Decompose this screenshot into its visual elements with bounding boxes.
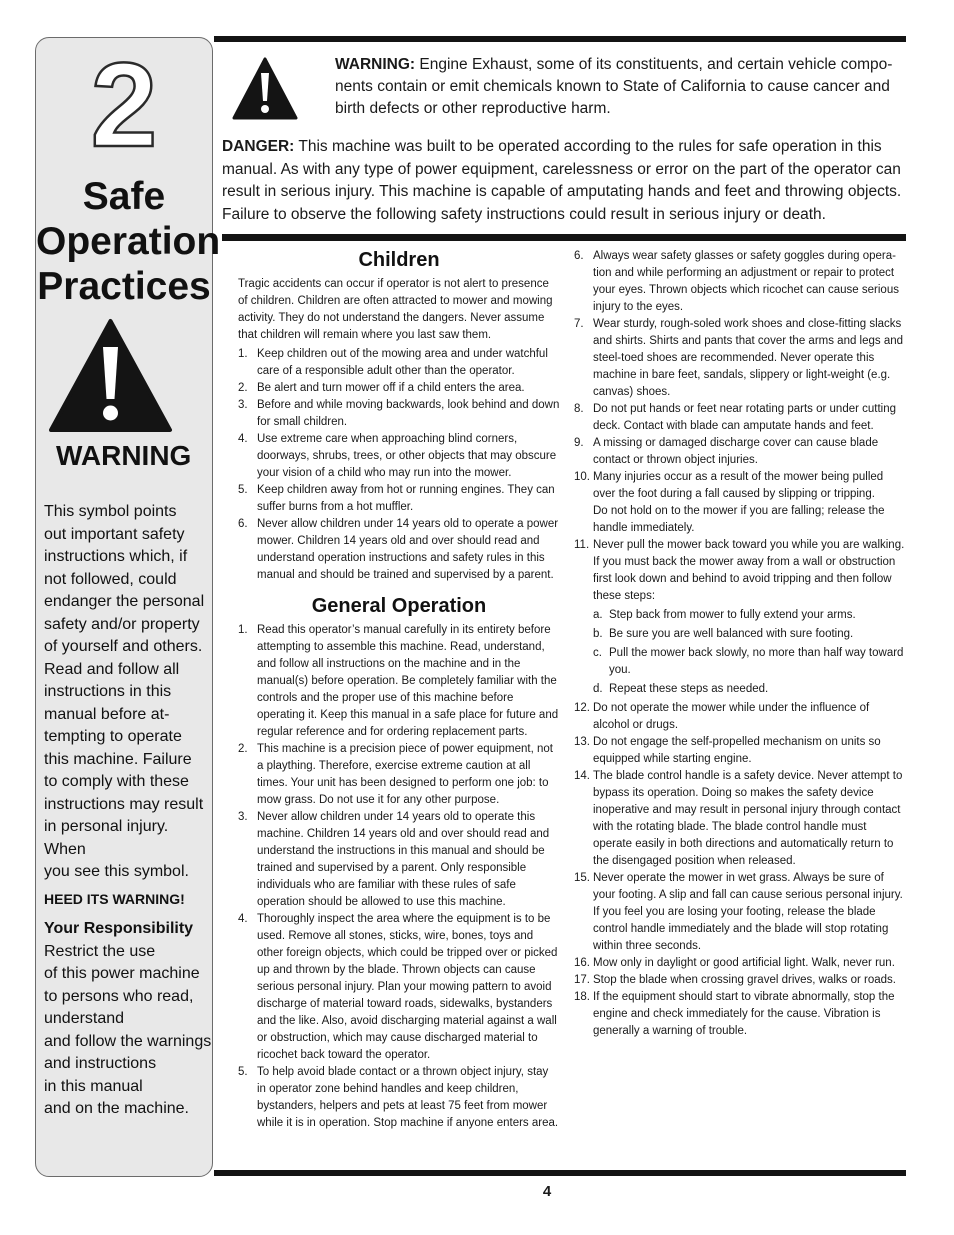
list-item: 9. A missing or damaged discharge cover can cause blade contact or thrown object injuries.	[574, 437, 879, 466]
danger-label: DANGER:	[222, 138, 295, 155]
list-item: 16. Mow only in daylight or good artificial light. Walk, never run.	[574, 957, 895, 969]
responsibility-title: Your Responsibility	[44, 920, 194, 937]
title-line: Practices	[37, 265, 211, 308]
danger-text: This machine was built to be operated according to the rules for safe operation in this manual. As with any type of power equipment, carelessness or error on the part of the operator can result in serious injury. This machine is capable of amputating hands and feet and throwing objects. Failure to observe the following safety instructions could result in serious injury or death.	[222, 138, 902, 223]
children-heading: Children	[358, 249, 440, 271]
list-item: 1. Read this operator’s manual carefully in its entirety before attempting to assemble this machine. Read, understand, and follow all instructions on the machine and in the manual(s) before operation. Be completely familiar with the controls and the proper use of this machine before operating it. Keep this manual in a safe place for future and regular reference and for ordering replacement parts.	[238, 624, 559, 738]
sidebar-panel	[35, 37, 221, 1177]
bottom-rule	[214, 1170, 906, 1176]
list-item: 3. Before and while moving backwards, look behind and down for small children.	[238, 399, 560, 428]
chapter-number: 2	[90, 38, 158, 172]
warning-triangle-icon	[48, 317, 173, 434]
list-item: 11. Never pull the mower back toward you while you are walking. If you must back the mower away from a wall or obstruction first look down and behind to avoid tripping and then follow these steps: a. Step back from mower to fully extend your arms. b. Be sure you are well balanced with sure footing. c. Pull the mower back slowly, no more than half way toward you. d. Repeat these steps as needed.	[574, 537, 906, 698]
sub-list-item: c. Pull the mower back slowly, no more than half way toward you.	[593, 647, 904, 676]
list-item: 10. Many injuries occur as a result of the mower being pulled over the foot during a fall caused by slipping or tripping. Do not hold on to the mower if you are falling; release the handle immediately.	[574, 469, 906, 537]
list-item: 2. This machine is a precision piece of power equipment, not a plaything. Therefore, exercise extreme caution at all times. Your unit has been designed to perform one job: to mow grass. Do not use it for any other purpose.	[238, 743, 553, 806]
danger-notice	[222, 136, 904, 226]
heed-warning: HEED ITS WARNING!	[44, 890, 185, 907]
list-item: 17. Stop the blade when crossing gravel drives, walks or roads.	[574, 974, 896, 986]
list-item: 15. Never operate the mower in wet grass. Always be sure of your footing. A slip and fall can cause serious personal injury. If you feel you are losing your footing, release the blade control handle immediately and the blade will stop rotating within three seconds.	[574, 872, 903, 952]
responsibility-text: Restrict the use of this power machine to persons who read, understand and follow the warnings and instructions in this manual and on the machine.	[44, 942, 212, 1117]
warning-label: WARNING	[56, 440, 192, 471]
list-item: 6. Always wear safety glasses or safety goggles during opera-tion and while performing an adjustment or repair to protect your eyes. Thrown objects which ricochet can cause serious injury to the eyes.	[574, 250, 899, 313]
sub-list-item: b. Be sure you are well balanced with sure footing.	[593, 628, 854, 640]
list-item-continuation: Do not hold on to the mower if you are falling; release the handle immediately.	[593, 505, 885, 534]
list-item: 13. Do not engage the self-propelled mechanism on units so equipped while starting engine.	[574, 736, 881, 765]
list-item: 4. Thoroughly inspect the area where the equipment is to be used. Remove all stones, sticks, wire, bones, toys and other foreign objects, which could be tripped over or picked up and thrown by the blade. Thrown objects can cause serious personal injury. Plan your mowing pattern to avoid discharge of material toward roads, sidewalks, bystanders and the like. Also, avoid discharging material against a wall or obstruction, which may cause discharged material to ricochet back toward the operator.	[238, 913, 558, 1061]
general-operation-heading: General Operation	[311, 595, 487, 617]
list-item: 3. Never allow children under 14 years old to operate this machine. Children 14 years old and over should read and understand the instructions in this manual and should be trained and supervised by a parent. Only responsible individuals who are familiar with these rules of safe operation should be allowed to use this machine.	[238, 811, 550, 908]
symbol-explanation	[44, 501, 212, 1121]
exhaust-warning	[335, 54, 905, 120]
children-list	[238, 346, 560, 584]
title-line: Safe	[82, 175, 166, 218]
warning-triangle-icon	[232, 57, 298, 120]
list-item: 5. Keep children away from hot or running engines. They can suffer burns from a hot muffler.	[238, 484, 555, 513]
list-item: 2. Be alert and turn mower off if a child enters the area.	[238, 382, 525, 394]
list-item: 18. If the equipment should start to vibrate abnormally, stop the engine and check immediately for the cause. Vibration is generally a warning of trouble.	[574, 991, 895, 1037]
list-item: 4. Use extreme care when approaching blind corners, doorways, shrubs, trees, or other objects that may obscure your vision of a child who may run into the mower.	[238, 433, 557, 479]
children-intro: Tragic accidents can occur if operator is not alert to presence of children. Children are often attracted to mower and mowing activity. They do not understand the dangers. Never assume that children will remain where you last saw them.	[238, 278, 553, 341]
middle-rule	[222, 234, 906, 241]
list-item: 8. Do not put hands or feet near rotating parts or under cutting deck. Contact with blade can amputate hands and feet.	[574, 403, 897, 432]
exhaust-warning-text: Engine Exhaust, some of its constituents, and certain vehicle compo-nents contain or emit chemicals known to State of California to cause cancer and birth defects or other reproductive harm.	[335, 56, 893, 117]
list-item: 12. Do not operate the mower while under the influence of alcohol or drugs.	[574, 702, 870, 731]
sub-list-item: d. Repeat these steps as needed.	[593, 683, 769, 695]
sub-list-item: a. Step back from mower to fully extend your arms.	[593, 609, 856, 621]
list-item: 6. Never allow children under 14 years old to operate a power mower. Children 14 years old and over should read and understand operation instructions and safety rules in this manual and should be trained and supervised by a parent.	[238, 518, 559, 581]
column-left	[238, 248, 560, 1132]
page-number: 4	[542, 1183, 552, 1200]
list-item: 7. Wear sturdy, rough-soled work shoes and close-fitting slacks and shirts. Shirts and pants that cover the arms and legs and steel-toed shoes are recommended. Never operate this machine in bare feet, sandals, slippery or light-weight (e.g. canvas) shoes.	[574, 318, 904, 398]
list-item: 14. The blade control handle is a safety device. Never attempt to bypass its operation. Doing so makes the safety device inoperative and may result in personal injury through contact with the rotating blade. The blade control handle must operate easily in both directions and automatically return to the disengaged position when released.	[574, 770, 903, 867]
sub-list	[593, 607, 906, 698]
general-list-part1	[238, 622, 560, 1132]
general-list-part2	[574, 248, 906, 1040]
section-title	[36, 174, 221, 309]
column-right	[574, 248, 906, 1040]
symbol-text: This symbol points out important safety instructions which, if not followed, could endanger the personal safety and/or property of yourself and others. Read and follow all instructions in this manual before at- tempting to operate this machine. Failure to comply with these instructions may result in personal injury. When you see this symbol.	[44, 503, 205, 880]
title-line: Operation	[36, 220, 221, 263]
list-item: 5. To help avoid blade contact or a thrown object injury, stay in operator zone behind handles and keep children, bystanders, helpers and pets at least 75 feet from mower while it is in operation. Stop machine if anyone enters area.	[238, 1066, 559, 1129]
top-rule	[214, 36, 906, 42]
warning-inline-label: WARNING:	[335, 56, 416, 73]
list-item: 1. Keep children out of the mowing area and under watchful care of a responsible adult other than the operator.	[238, 348, 548, 377]
